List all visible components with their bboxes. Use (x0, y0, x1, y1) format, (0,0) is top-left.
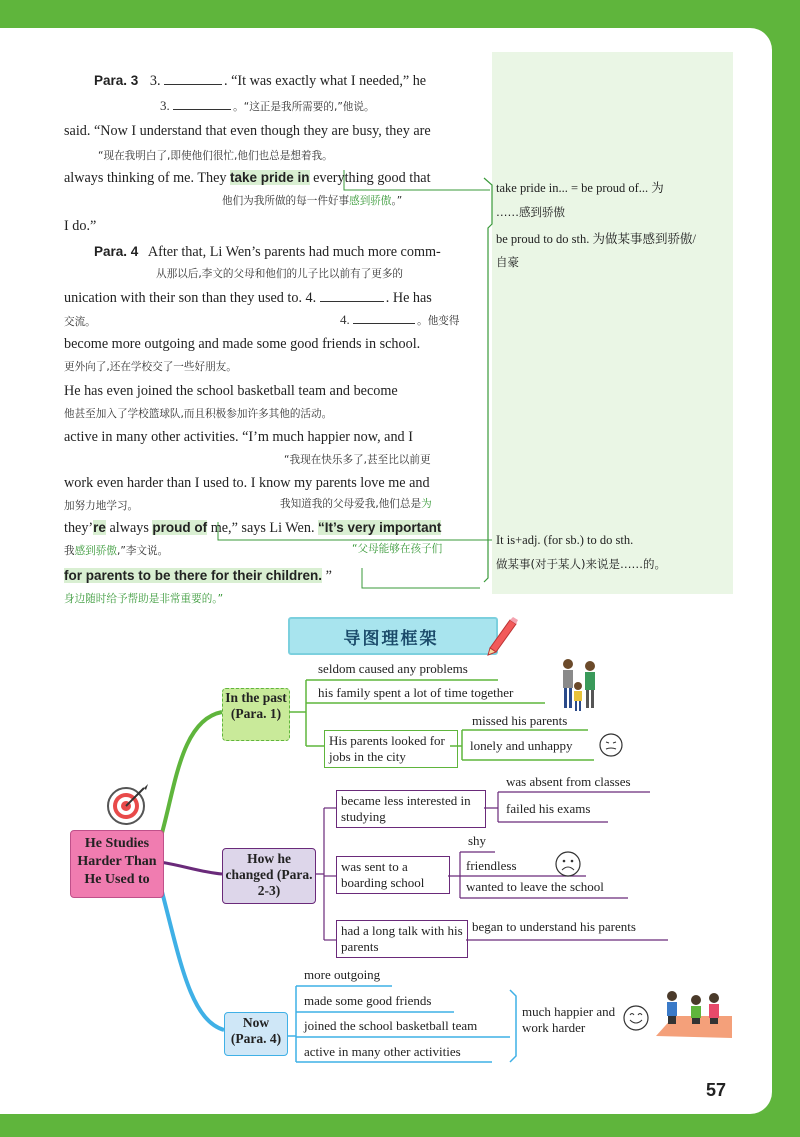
changed-item-b: was sent to a boarding school (336, 856, 450, 894)
para4-line1: Para. 4 After that, Li Wen’s parents had much more comm- (94, 244, 441, 260)
past-item-1: seldom caused any problems (318, 661, 468, 676)
changed-item-a2: failed his exams (506, 801, 591, 816)
phrase-take-pride-in: take pride in (230, 170, 310, 185)
para4-zh3: 更外向了,还在学校交了一些好朋友。 (64, 361, 237, 373)
para4-zh1: 从那以后,李文的父母和他们的儿子比以前有了更多的 (156, 268, 404, 280)
para4-zh2b: 4. 。他变得 (340, 312, 460, 327)
past-item-4: missed his parents (472, 713, 568, 728)
changed-item-c1: began to understand his parents (472, 919, 636, 934)
now-result: much happier and work harder (522, 1004, 616, 1035)
phrase-for-parents: for parents to be there for their children. (64, 568, 323, 583)
mindmap-title: 导图理框架 (343, 629, 439, 649)
note-it-is-adj-2: 做某事(对于某人)来说是……的。 (496, 557, 666, 571)
para4-zh7: 我感到骄傲,”李文说。 (64, 545, 169, 557)
para4-zh4: 他甚至加入了学校篮球队,而且积极参加许多其他的活动。 (64, 408, 333, 420)
para4-label: Para. 4 (94, 244, 139, 259)
para3-line1: Para. 3 3. . “It was exactly what I needed,” he (94, 73, 427, 89)
past-item-3: His parents looked for jobs in the city (324, 730, 458, 768)
mindmap-changed-node: How he changed (Para. 2-3) (222, 848, 316, 904)
changed-item-b2: friendless (466, 858, 517, 873)
target-icon (104, 782, 150, 828)
para4-line8: for parents to be there for their children. ” (64, 568, 332, 584)
para4-line5: active in many other activities. “I’m much happier now, and I (64, 429, 413, 445)
now-item-1: more outgoing (304, 967, 381, 982)
para4-zh5: “我现在快乐多了,甚至比以前更 (284, 454, 431, 466)
mindmap-center-node: He Studies Harder Than He Used to (70, 830, 164, 898)
para3-zh2: “现在我明白了,即使他们很忙,他们也总是想着我。 (98, 150, 333, 162)
para3-label: Para. 3 (94, 73, 139, 88)
note-take-pride-in-2: ……感到骄傲 (496, 205, 565, 219)
family-icon (556, 656, 604, 714)
para4-line6: work even harder than I used to. I know my parents love me and (64, 475, 430, 491)
phrase-its-very-important: “It’s very important (318, 520, 442, 535)
changed-item-c: had a long talk with his parents (336, 920, 468, 958)
note-be-proud-to-2: 自豪 (496, 255, 519, 269)
happy-face-icon (622, 1004, 650, 1032)
page-number: 57 (706, 1080, 727, 1100)
changed-item-a: became less interested in studying (336, 790, 486, 828)
note-be-proud-to: be proud to do sth. 为做某事感到骄傲/ (496, 232, 696, 246)
para3-line2: said. “Now I understand that even though they are busy, they are (64, 123, 431, 139)
past-item-2: his family spent a lot of time together (318, 685, 514, 700)
para4-zh2a: 交流。 (64, 316, 96, 328)
para4-zh7d: “父母能够在孩子们 (352, 543, 443, 555)
mindmap-past-node: In the past (Para. 1) (222, 688, 290, 741)
now-item-2: made some good friends (304, 993, 432, 1008)
para4-zh8: 身边随时给予帮助是非常重要的。” (64, 593, 224, 605)
para3-line3: always thinking of me. They take pride in everything good that (64, 170, 431, 186)
changed-item-b1: shy (468, 833, 487, 848)
mindmap-now-node: Now (Para. 4) (224, 1012, 288, 1056)
now-item-4: active in many other activities (304, 1044, 461, 1059)
now-item-3: joined the school basketball team (304, 1018, 478, 1033)
para4-line4: He has even joined the school basketball team and become (64, 383, 398, 399)
note-take-pride-in: take pride in... = be proud of... 为 (496, 181, 664, 195)
friends-icon (654, 986, 734, 1040)
changed-item-a1: was absent from classes (506, 774, 631, 789)
note-it-is-adj: It is+adj. (for sb.) to do sth. (496, 533, 634, 547)
para4-line3: become more outgoing and made some good friends in school. (64, 336, 421, 352)
sad-face-icon (554, 850, 582, 878)
phrase-proud-of: proud of (152, 520, 208, 535)
para4-zh6b: 我知道我的父母爱我,他们总是为 (280, 498, 432, 510)
para3-line4: I do.” (64, 218, 97, 234)
para3-zh1: 3. 。“这正是我所需要的,”他说。 (160, 98, 375, 113)
para3-zh3: 他们为我所做的每一件好事感到骄傲。” (222, 195, 403, 207)
para4-line2: unication with their son than they used to. 4. . He has (64, 290, 432, 306)
neutral-face-icon (598, 732, 624, 758)
para4-zh6a: 加努力地学习。 (64, 500, 139, 512)
para4-line7: they’re always proud of me,” says Li Wen. “It’s very important (64, 520, 442, 536)
past-item-5: lonely and unhappy (470, 738, 573, 753)
changed-item-b3: wanted to leave the school (466, 879, 604, 894)
